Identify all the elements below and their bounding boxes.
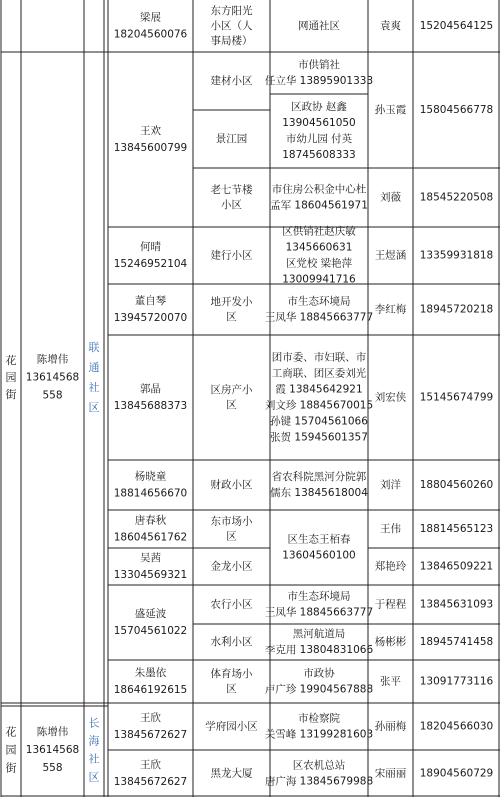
- manager-cell: 13304569321: [113, 569, 188, 581]
- area-cell: 建材小区: [210, 75, 253, 87]
- manager-cell: 13845600799: [113, 142, 188, 154]
- unit-cell: 区农机总站: [292, 759, 346, 772]
- director-cell: 558: [42, 762, 63, 774]
- manager-cell: 18204560076: [113, 28, 188, 41]
- area-cell: 小区（人: [210, 20, 253, 32]
- contact-cell: 李红梅: [374, 303, 407, 316]
- manager-cell: 朱墨依: [134, 667, 167, 679]
- area-cell: 财政小区: [210, 479, 253, 491]
- community-cell: 社: [88, 381, 100, 394]
- area-cell: 水利小区: [210, 636, 253, 648]
- manager-cell: 13845672627: [113, 729, 188, 741]
- contact-cell: 于程程: [374, 598, 407, 611]
- phone-cell: 15145674799: [419, 391, 494, 404]
- street-cell: 园: [5, 743, 17, 757]
- unit-cell: 卢广珍 19904567888: [264, 683, 374, 696]
- unit-cell: 张贺 15945601357: [270, 431, 368, 444]
- unit-cell: 13904561050: [282, 117, 356, 129]
- manager-cell: 15246952104: [113, 258, 188, 270]
- area-cell: 区: [226, 530, 237, 543]
- unit-cell: 王凤华 18845663777: [264, 311, 374, 324]
- unit-cell: 区供销社赵庆敏: [282, 225, 356, 238]
- unit-cell: 王凤华 18845663777: [264, 606, 374, 619]
- manager-cell: 15704561022: [113, 625, 188, 637]
- area-cell: 金龙小区: [210, 560, 253, 573]
- manager-cell: 唐春秋: [134, 514, 167, 527]
- area-cell: 农行小区: [210, 598, 253, 611]
- street-cell: 花: [5, 725, 17, 739]
- contact-cell: 杨彬彬: [374, 636, 407, 648]
- contact-cell: 刘宏侠: [374, 391, 407, 404]
- phone-cell: 18814565123: [419, 523, 494, 535]
- director-cell: 558: [42, 389, 63, 402]
- table-text: [6, 4, 494, 788]
- area-cell: 地开发小: [210, 296, 253, 308]
- street-cell: 街: [5, 388, 17, 401]
- unit-cell: 霞 13845642921: [275, 383, 363, 396]
- community-cell: 海: [88, 734, 100, 748]
- phone-cell: 18945720218: [419, 303, 494, 316]
- community-cell: 通: [88, 361, 100, 374]
- unit-cell: 市政协: [303, 667, 335, 680]
- area-cell: 学府园小区: [205, 720, 258, 733]
- area-cell: 区: [226, 311, 237, 323]
- contact-cell: 袁爽: [380, 20, 401, 32]
- community-cell: 社: [88, 752, 100, 766]
- contact-cell: 张平: [380, 675, 401, 688]
- community-cell: 区: [88, 770, 100, 784]
- unit-cell: 唐广海 13845679988: [264, 775, 374, 788]
- community-cell: 区: [88, 401, 100, 414]
- area-cell: 区房产小: [210, 384, 253, 396]
- manager-cell: 杨晓童: [134, 470, 167, 483]
- area-cell: 东方阳光: [210, 5, 253, 17]
- contact-cell: 郑艳玲: [374, 560, 407, 573]
- contact-cell: 王煜涵: [374, 249, 407, 262]
- manager-cell: 13845672627: [113, 776, 188, 788]
- manager-cell: 何晴: [140, 241, 161, 253]
- phone-cell: 18545220508: [419, 191, 494, 204]
- manager-cell: 王欣: [140, 759, 161, 771]
- unit-cell: 刘文珍 18845670015: [264, 399, 374, 412]
- unit-cell: 市供销社: [298, 59, 340, 71]
- area-cell: 东市场小: [210, 515, 253, 528]
- director-cell: 陈增伟: [36, 353, 69, 366]
- unit-cell: 区政协 赵鑫: [291, 101, 347, 113]
- manager-cell: 18604561762: [113, 531, 188, 544]
- manager-cell: 吴茜: [140, 552, 161, 564]
- phone-cell: 15204564125: [419, 20, 494, 32]
- area-cell: 区: [226, 683, 237, 695]
- director-cell: 13614568: [25, 371, 80, 384]
- manager-cell: 郭晶: [140, 383, 161, 395]
- director-cell: 陈增伟: [36, 726, 69, 738]
- manager-cell: 梁展: [140, 11, 161, 24]
- unit-cell: 区党校 梁艳萍: [285, 257, 353, 270]
- unit-cell: 市幼儿园 付英: [285, 133, 353, 145]
- contact-cell: 孙丽梅: [374, 720, 407, 733]
- area-cell: 建行小区: [210, 249, 253, 262]
- unit-cell: 区生态王栢春: [287, 533, 351, 546]
- manager-cell: 王欢: [140, 125, 161, 137]
- area-cell: 事局楼）: [210, 35, 253, 47]
- area-cell: 老七节楼: [210, 184, 253, 196]
- unit-cell: 孟军 18604561971: [270, 199, 368, 212]
- unit-cell: 18745608333: [282, 149, 356, 161]
- contact-cell: 刘薇: [380, 191, 401, 204]
- unit-cell: 市检察院: [298, 712, 340, 725]
- phone-cell: 13091773116: [419, 675, 494, 688]
- unit-cell: 网通社区: [298, 20, 340, 32]
- unit-cell: 黑河航道局: [292, 628, 346, 640]
- unit-cell: 孙键 15704561066: [270, 415, 368, 428]
- manager-cell: 13845688373: [113, 400, 188, 412]
- unit-cell: 13604560100: [282, 549, 356, 562]
- director-cell: 13614568: [25, 744, 80, 756]
- phone-cell: 13845631093: [419, 598, 494, 611]
- area-cell: 小区: [221, 199, 242, 211]
- unit-cell: 市生态环境局: [287, 590, 351, 603]
- phone-cell: 15804566778: [419, 104, 494, 116]
- unit-cell: 市住房公积金中心杜: [271, 183, 367, 196]
- unit-cell: 市生态环境局: [287, 295, 351, 308]
- unit-cell: 任立华 13895901333: [264, 75, 374, 87]
- manager-cell: 13945720070: [113, 312, 188, 324]
- phone-cell: 18904560729: [419, 767, 494, 780]
- contact-cell: 孙玉霞: [374, 104, 407, 116]
- manager-cell: 盛延波: [134, 608, 167, 620]
- unit-cell: 工商联、团区委刘光: [271, 367, 367, 380]
- community-cell: 联: [88, 341, 100, 354]
- area-cell: 景江园: [215, 133, 248, 145]
- contact-cell: 王伟: [380, 523, 401, 535]
- street-cell: 园: [5, 371, 17, 384]
- phone-cell: 18945741458: [419, 636, 494, 648]
- contact-cell: 宋丽丽: [374, 767, 407, 780]
- manager-cell: 18646192615: [113, 684, 188, 696]
- unit-cell: 关雪峰 13199281603: [264, 728, 374, 741]
- unit-cell: 1345660631: [285, 241, 353, 254]
- phone-cell: 18204566030: [419, 720, 494, 733]
- contact-cell: 刘洋: [380, 479, 401, 491]
- unit-cell: 儒东 13845618004: [270, 487, 368, 499]
- phone-cell: 18804560260: [419, 479, 494, 491]
- area-cell: 黑龙大厦: [210, 767, 253, 780]
- phone-cell: 13846509221: [419, 560, 494, 573]
- unit-cell: 13009941716: [282, 273, 356, 286]
- community-cell: 长: [88, 716, 100, 730]
- street-cell: 街: [5, 761, 17, 775]
- unit-cell: 团市委、市妇联、市: [271, 351, 367, 364]
- manager-cell: 18814656670: [113, 487, 188, 500]
- phone-cell: 13359931818: [419, 249, 494, 262]
- area-cell: 体育场小: [210, 668, 253, 680]
- unit-cell: 李克用 13804831066: [264, 644, 374, 656]
- manager-cell: 董自琴: [134, 295, 167, 307]
- unit-cell: 省农科院黑河分院郭: [271, 471, 367, 483]
- area-cell: 区: [226, 399, 237, 411]
- manager-cell: 王欣: [140, 712, 161, 724]
- street-cell: 花: [5, 354, 17, 367]
